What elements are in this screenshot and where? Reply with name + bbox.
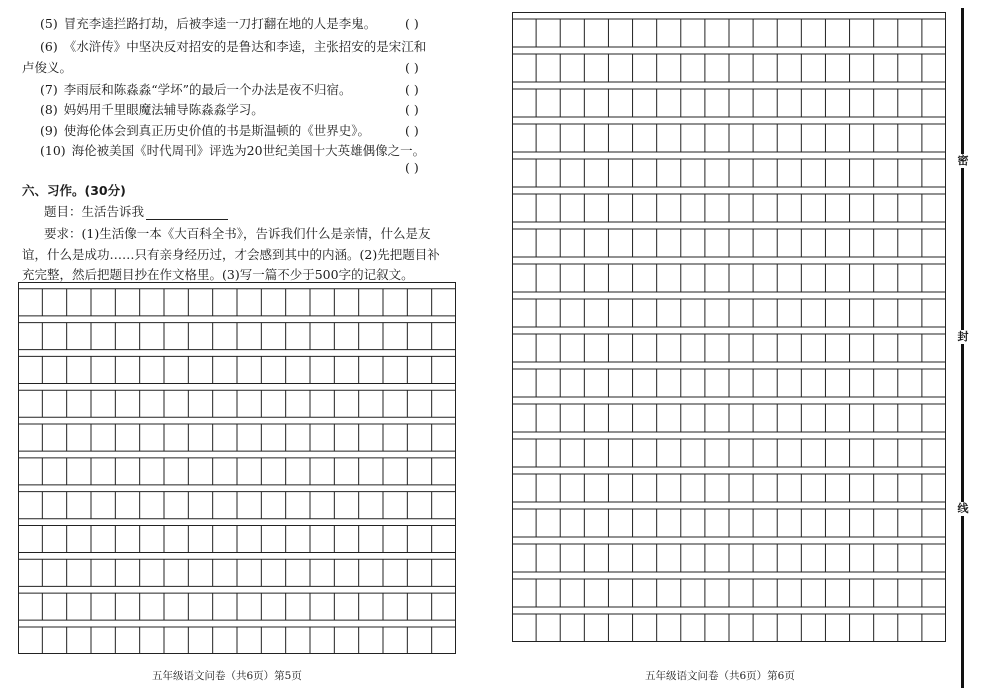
binding-char: 线 xyxy=(955,502,971,516)
binding-rule xyxy=(961,8,964,688)
binding-char: 密 xyxy=(955,154,971,168)
tf-item-7: (7) 李雨辰和陈淼淼“学坏”的最后一个办法是夜不归宿。 ( ) xyxy=(40,82,419,97)
section-title: 六、习作。(30分) xyxy=(22,183,126,198)
page-footer: 五年级语文问卷（共6页）第6页 xyxy=(645,670,795,682)
tf-item-6-continuation: 卢俊义。 ( ) xyxy=(22,60,419,75)
writing-grid-left[interactable] xyxy=(18,282,456,654)
binding-line xyxy=(955,8,971,688)
writing-grid-right-svg[interactable] xyxy=(512,12,946,642)
requirement-line-2: 谊，什么是成功……只有亲身经历过，才会感到其中的内涵。(2)先把题目补 xyxy=(22,247,440,262)
answer-paren[interactable]: ( ) xyxy=(405,16,419,31)
tf-item-text: 冒充李逵拦路打劫，后被李逵一刀打翻在地的人是李鬼。 xyxy=(63,16,377,31)
left-page xyxy=(0,0,470,688)
topic-blank[interactable] xyxy=(146,207,228,220)
tf-item-6: (6) 《水浒传》中坚决反对招安的是鲁达和李逵，主张招安的是宋江和 xyxy=(40,39,427,54)
writing-grid-right[interactable] xyxy=(512,12,946,642)
essay-topic: 题目：生活告诉我 xyxy=(44,202,228,220)
writing-grid-left-svg[interactable] xyxy=(18,282,456,654)
tf-item-10: (10) 海伦被美国《时代周刊》评选为20世纪美国十大英雄偶像之一。 xyxy=(40,143,426,158)
tf-item-8: (8) 妈妈用千里眼魔法辅导陈淼淼学习。 ( ) xyxy=(40,102,419,117)
tf-item-5: (5) 冒充李逵拦路打劫，后被李逵一刀打翻在地的人是李鬼。 ( ) xyxy=(40,16,419,31)
requirement-line-3: 充完整，然后把题目抄在作文格里。(3)写一篇不少于500字的记叙文。 xyxy=(22,267,414,282)
tf-item-text: 妈妈用千里眼魔法辅导陈淼淼学习。 xyxy=(63,102,264,117)
tf-item-9: (9) 使海伦体会到真正历史价值的书是斯温顿的《世界史》。 ( ) xyxy=(40,123,419,138)
answer-paren[interactable]: ( ) xyxy=(405,60,419,75)
page-footer: 五年级语文问卷（共6页）第5页 xyxy=(152,670,302,682)
requirement-line-1: 要求：(1)生活像一本《大百科全书》，告诉我们什么是亲情，什么是友 xyxy=(44,226,431,241)
tf-item-text: 使海伦体会到真正历史价值的书是斯温顿的《世界史》。 xyxy=(63,123,370,138)
answer-paren[interactable]: ( ) xyxy=(405,160,419,175)
answer-paren[interactable]: ( ) xyxy=(405,102,419,117)
tf-item-text: 海伦被美国《时代周刊》评选为20世纪美国十大英雄偶像之一。 xyxy=(71,143,426,158)
answer-paren[interactable]: ( ) xyxy=(405,123,419,138)
tf-item-text: 《水浒传》中坚决反对招安的是鲁达和李逵，主张招安的是宋江和 xyxy=(63,39,427,54)
right-page xyxy=(470,0,1005,688)
tf-item-text: 李雨辰和陈淼淼“学坏”的最后一个办法是夜不归宿。 xyxy=(63,82,352,97)
answer-paren[interactable]: ( ) xyxy=(405,82,419,97)
binding-char: 封 xyxy=(955,330,971,344)
